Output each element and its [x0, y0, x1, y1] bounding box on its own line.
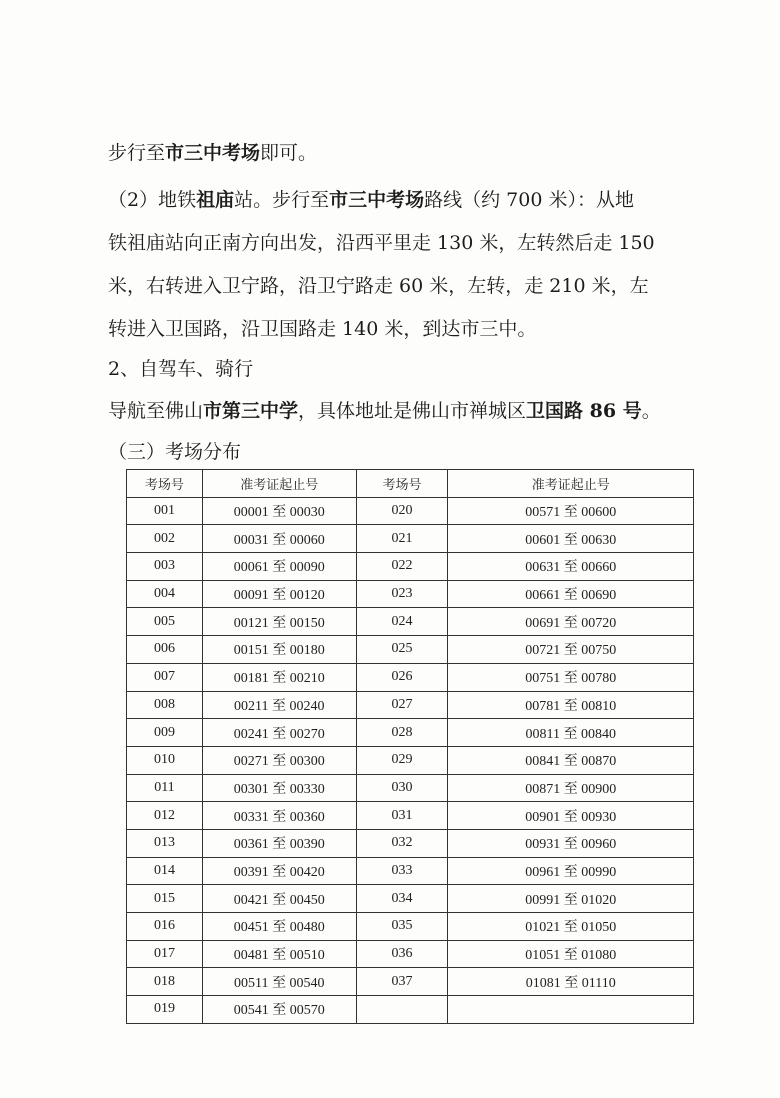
room-number-cell: 007 [127, 663, 203, 691]
room-number-cell: 023 [356, 580, 448, 608]
text-span: 站。步行至 [234, 189, 330, 211]
ticket-range-cell: 00631 至 00660 [448, 553, 694, 581]
table-row [127, 636, 694, 664]
table-row [127, 996, 694, 1024]
room-number-cell: 028 [356, 719, 448, 747]
room-number-cell: 034 [356, 885, 448, 913]
ticket-range-cell: 00511 至 00540 [202, 968, 356, 996]
text-span: 路线（约 700 米）：从地 [424, 189, 634, 211]
ticket-range-cell: 00391 至 00420 [202, 857, 356, 885]
room-number-cell: 018 [127, 968, 203, 996]
room-number-cell: 016 [127, 913, 203, 941]
ticket-range-cell: 00001 至 00030 [202, 497, 356, 525]
ticket-range-cell: 00901 至 00930 [448, 802, 694, 830]
ticket-range-cell: 00751 至 00780 [448, 663, 694, 691]
ticket-range-cell: 00691 至 00720 [448, 608, 694, 636]
room-number-cell: 014 [127, 857, 203, 885]
text-span: 。 [641, 400, 661, 422]
section-heading-distribution: （三）考场分布 [108, 441, 242, 463]
header-room-no: 考场号 [356, 470, 448, 498]
bold-road-address: 卫国路 86 号 [526, 400, 642, 422]
table-row [127, 580, 694, 608]
ticket-range-cell: 00451 至 00480 [202, 913, 356, 941]
table-row [127, 663, 694, 691]
table-row [127, 774, 694, 802]
table-row [127, 691, 694, 719]
ticket-range-cell: 00601 至 00630 [448, 525, 694, 553]
room-number-cell: 005 [127, 608, 203, 636]
room-number-cell: 017 [127, 940, 203, 968]
header-ticket-range: 准考证起止号 [448, 470, 694, 498]
room-number-cell: 011 [127, 774, 203, 802]
ticket-range-cell: 00571 至 00600 [448, 497, 694, 525]
text-span: 即可。 [260, 142, 318, 164]
ticket-range-cell: 00421 至 00450 [202, 885, 356, 913]
ticket-range-cell: 00091 至 00120 [202, 580, 356, 608]
ticket-range-cell: 01081 至 01110 [448, 968, 694, 996]
section-heading-driving: 2、自驾车、骑行 [108, 358, 254, 380]
table-row [127, 940, 694, 968]
table-row [127, 968, 694, 996]
table-row [127, 885, 694, 913]
table-row [127, 497, 694, 525]
text-span: 导航至佛山 [108, 400, 204, 422]
bold-exam-site: 市三中考场 [329, 189, 425, 211]
ticket-range-cell: 00541 至 00570 [202, 996, 356, 1024]
paragraph-line: 转进入卫国路，沿卫国路走 140 米，到达市三中。 [108, 318, 537, 340]
ticket-range-cell: 00361 至 00390 [202, 829, 356, 857]
ticket-range-cell: 00211 至 00240 [202, 691, 356, 719]
bold-exam-site: 市三中考场 [165, 142, 261, 164]
room-number-cell: 019 [127, 996, 203, 1024]
ticket-range-cell: 00991 至 01020 [448, 885, 694, 913]
ticket-range-cell: 00781 至 00810 [448, 691, 694, 719]
room-number-cell: 025 [356, 636, 448, 664]
text-span: 步行至 [108, 142, 166, 164]
ticket-range-cell: 00181 至 00210 [202, 663, 356, 691]
room-number-cell: 030 [356, 774, 448, 802]
ticket-range-cell: 00271 至 00300 [202, 746, 356, 774]
room-number-cell: 004 [127, 580, 203, 608]
room-number-cell: 037 [356, 968, 448, 996]
table-row [127, 525, 694, 553]
header-room-no: 考场号 [127, 470, 203, 498]
paragraph-line [108, 139, 678, 167]
room-number-cell: 029 [356, 746, 448, 774]
room-number-cell: 001 [127, 497, 203, 525]
navigation-address-line [108, 397, 678, 425]
room-number-cell: 012 [127, 802, 203, 830]
room-number-cell: 003 [127, 553, 203, 581]
room-number-cell: 008 [127, 691, 203, 719]
ticket-range-cell: 01021 至 01050 [448, 913, 694, 941]
table-row [127, 608, 694, 636]
room-number-cell: 031 [356, 802, 448, 830]
ticket-range-cell: 00481 至 00510 [202, 940, 356, 968]
ticket-range-cell: 00151 至 00180 [202, 636, 356, 664]
room-number-cell: 010 [127, 746, 203, 774]
room-number-cell: 013 [127, 829, 203, 857]
room-number-cell: 024 [356, 608, 448, 636]
room-number-cell: 006 [127, 636, 203, 664]
subheading-metro [108, 186, 678, 214]
ticket-range-cell: 00871 至 00900 [448, 774, 694, 802]
ticket-range-cell: 00121 至 00150 [202, 608, 356, 636]
ticket-range-cell: 00841 至 00870 [448, 746, 694, 774]
table-row [127, 829, 694, 857]
table-row [127, 857, 694, 885]
room-number-cell: 032 [356, 829, 448, 857]
ticket-range-cell: 00661 至 00690 [448, 580, 694, 608]
room-number-cell [356, 996, 448, 1024]
room-number-cell: 036 [356, 940, 448, 968]
text-span: ，具体地址是佛山市禅城区 [298, 400, 527, 422]
room-number-cell: 026 [356, 663, 448, 691]
room-number-cell: 035 [356, 913, 448, 941]
header-ticket-range: 准考证起止号 [202, 470, 356, 498]
paragraph-line: 米，右转进入卫宁路，沿卫宁路走 60 米，左转，走 210 米，左 [108, 275, 649, 297]
room-number-cell: 009 [127, 719, 203, 747]
table-row [127, 746, 694, 774]
ticket-range-cell: 00721 至 00750 [448, 636, 694, 664]
ticket-range-cell: 00031 至 00060 [202, 525, 356, 553]
bold-school-name: 市第三中学 [203, 400, 299, 422]
table-row [127, 913, 694, 941]
table-row [127, 553, 694, 581]
ticket-range-cell: 01051 至 01080 [448, 940, 694, 968]
ticket-range-cell: 00241 至 00270 [202, 719, 356, 747]
exam-room-table [126, 469, 694, 1024]
ticket-range-cell: 00331 至 00360 [202, 802, 356, 830]
ticket-range-cell: 00961 至 00990 [448, 857, 694, 885]
room-number-cell: 027 [356, 691, 448, 719]
room-number-cell: 022 [356, 553, 448, 581]
room-number-cell: 033 [356, 857, 448, 885]
text-span: （2）地铁 [108, 189, 197, 211]
ticket-range-cell: 00301 至 00330 [202, 774, 356, 802]
room-number-cell: 020 [356, 497, 448, 525]
ticket-range-cell [448, 996, 694, 1024]
room-number-cell: 002 [127, 525, 203, 553]
paragraph-line: 铁祖庙站向正南方向出发，沿西平里走 130 米，左转然后走 150 [108, 232, 655, 254]
ticket-range-cell: 00061 至 00090 [202, 553, 356, 581]
table-row [127, 802, 694, 830]
table-row [127, 719, 694, 747]
room-number-cell: 021 [356, 525, 448, 553]
ticket-range-cell: 00931 至 00960 [448, 829, 694, 857]
table-header-row [127, 470, 694, 498]
bold-station: 祖庙 [196, 189, 235, 211]
room-number-cell: 015 [127, 885, 203, 913]
ticket-range-cell: 00811 至 00840 [448, 719, 694, 747]
